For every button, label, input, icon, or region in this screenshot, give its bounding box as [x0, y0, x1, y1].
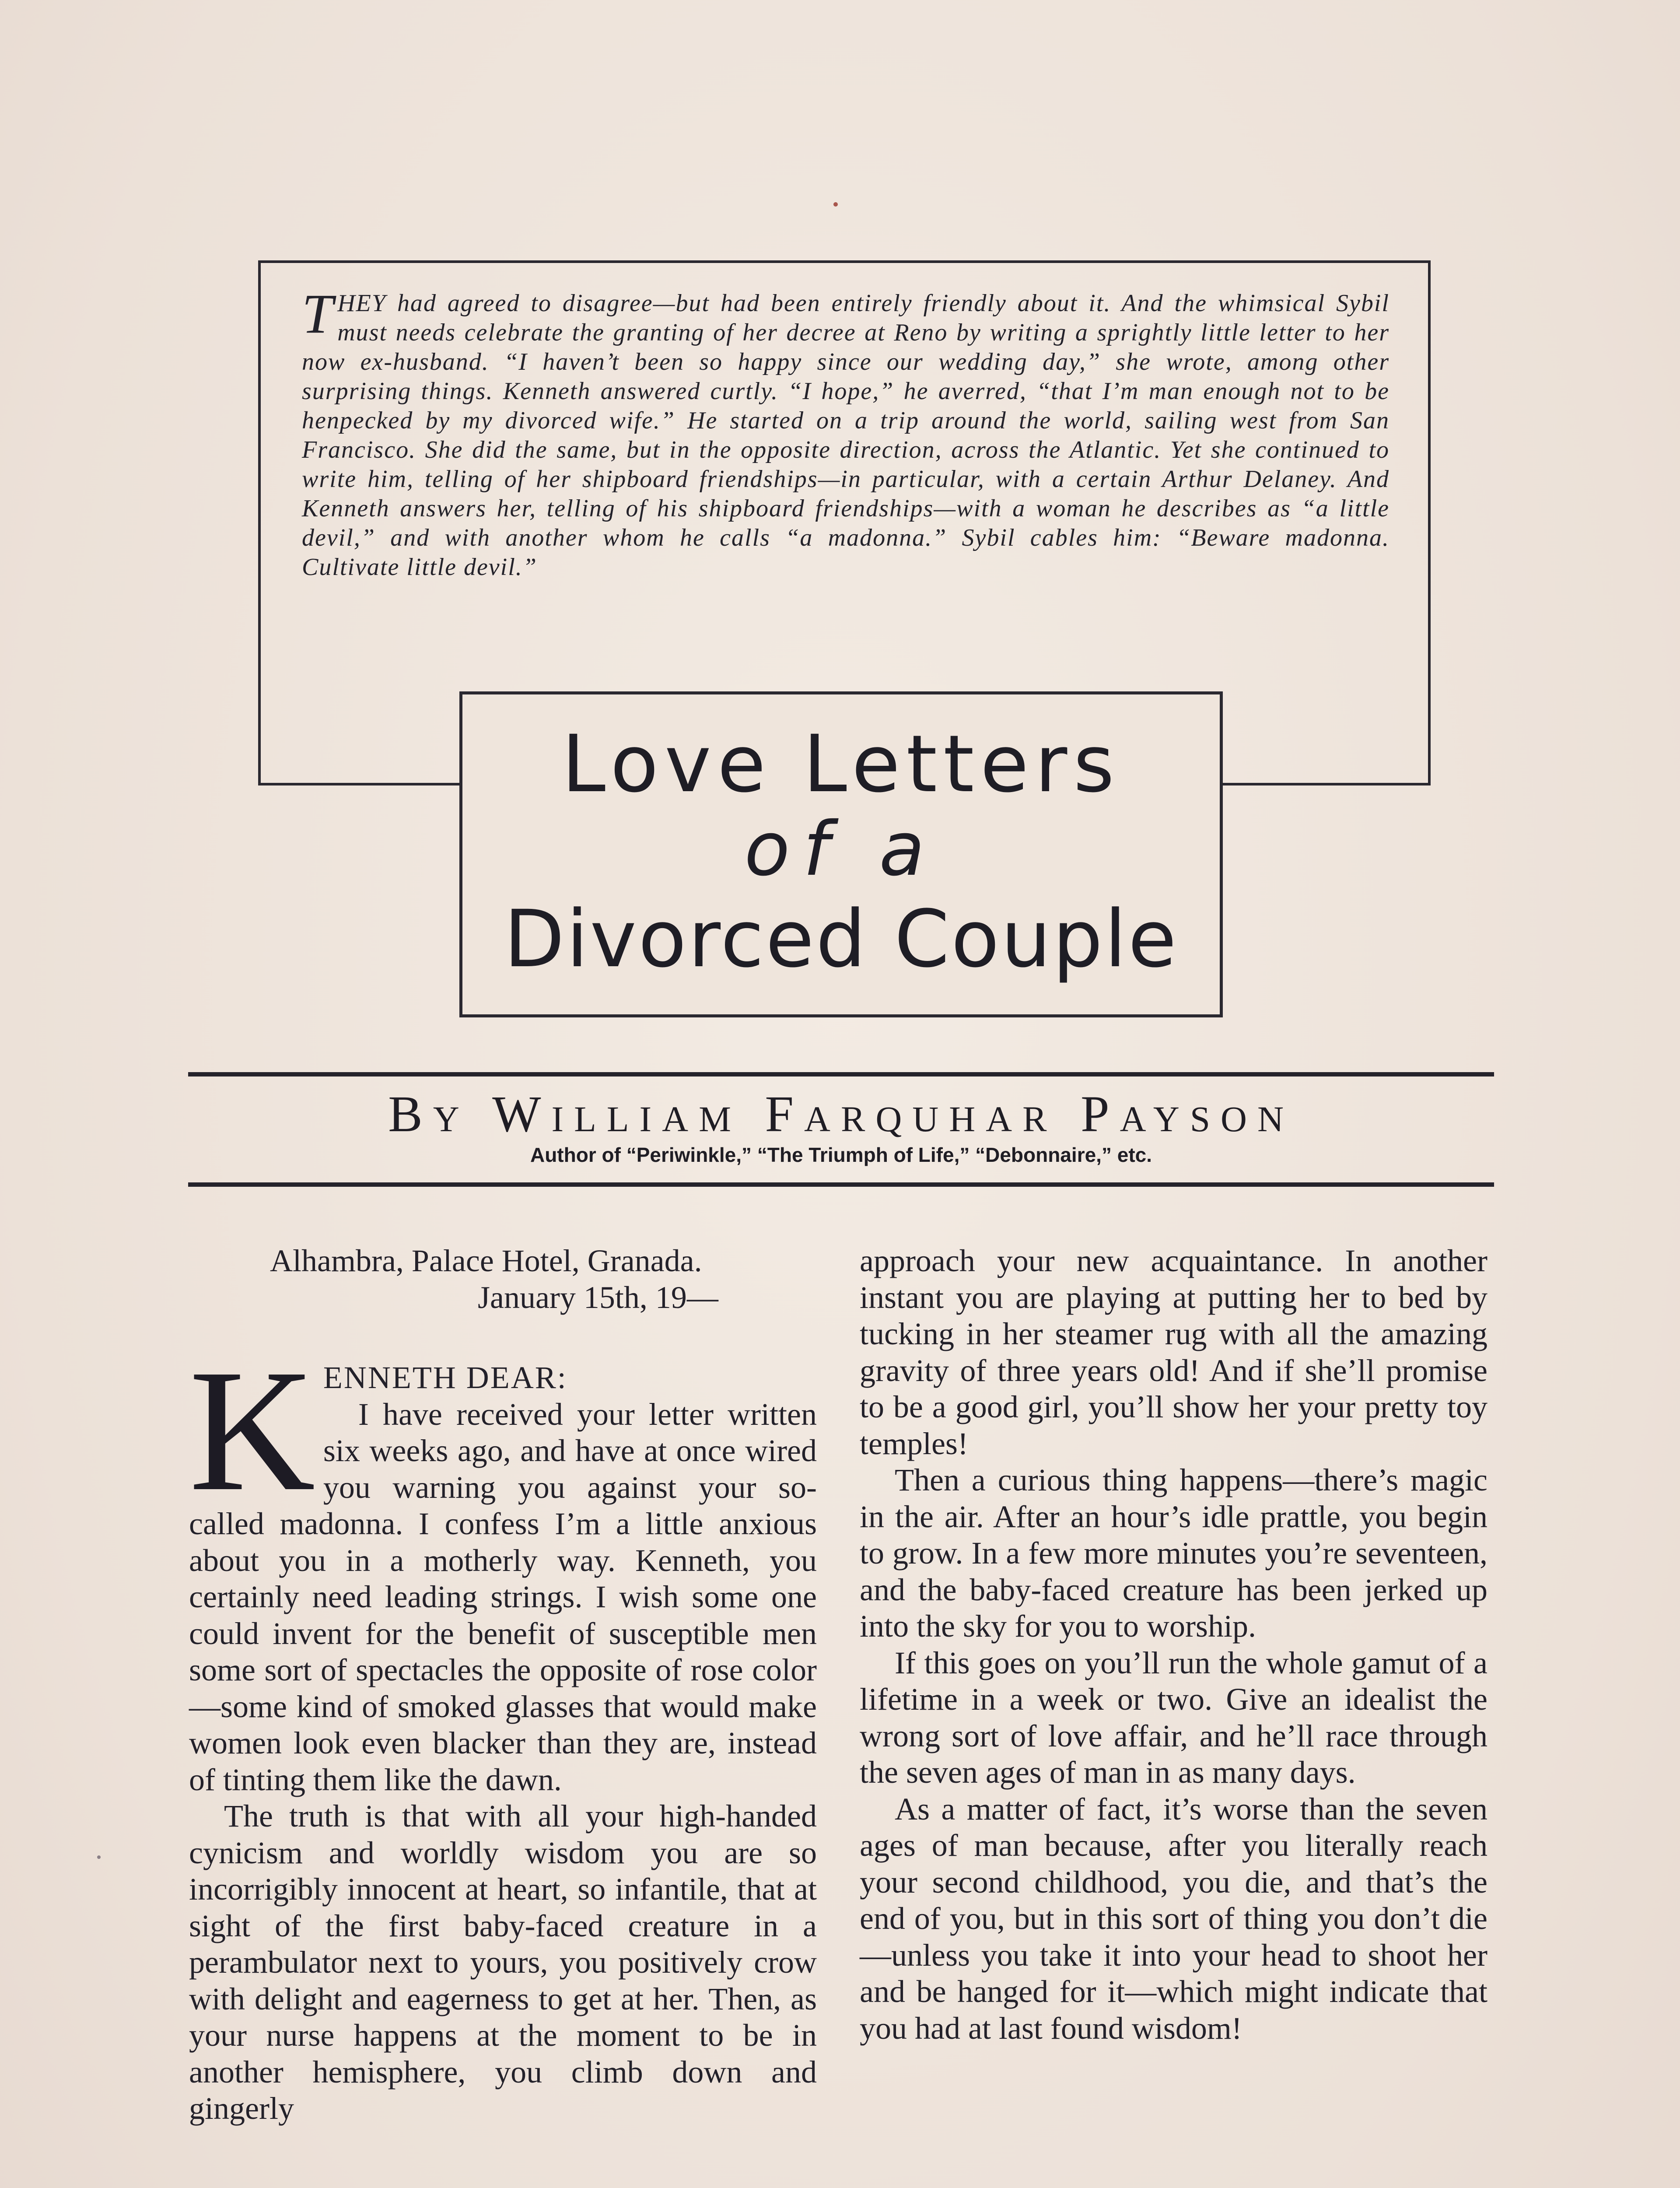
letter-opening — [189, 1333, 817, 2127]
body-paragraph: If this goes on you’ll run the whole gamut of a lifetime in a week or two. Give an idealist the wrong sort of love affair, and he’ll race through the seven ages of man in as many days. — [860, 1645, 1488, 1790]
title-line-2: of a — [744, 806, 938, 893]
paper-speck — [97, 1855, 101, 1859]
body-paragraph: Then a curious thing happens—there’s magic in the air. After an hour’s idle prattle, you begin to grow. In a few more minutes you’re seventeen, and the baby-faced creature has been jerked up into the sky for you to worship. — [860, 1462, 1488, 1644]
paper-speck — [833, 202, 838, 207]
dateline — [189, 1243, 817, 1316]
byline-rule-bottom — [188, 1182, 1494, 1187]
body-paragraph: The truth is that with all your high-handed cynicism and worldly wisdom you are so incorrigibly innocent at heart, so infantile, that at sight of the first baby-faced creature in a perambulator next to yours, you positively crow with delight and eagerness to get at her. Then, as your nurse happens at the moment to be in another hemisphere, you climb down and gingerly — [189, 1799, 817, 2126]
synopsis-text — [302, 283, 1390, 582]
title-line-3: Divorced Couple — [504, 894, 1179, 985]
byline-rule-top — [188, 1072, 1494, 1076]
body-paragraph: approach your new acquaintance. In another instant you are playing at putting her to bed by tucking in her steamer rug with all the amazing gravity of three years old! And if she’ll promise to be a good girl, you’ll show her your pretty toy temples! — [860, 1243, 1488, 1461]
title-line-1: Love Letters — [561, 719, 1121, 810]
dateline-place: Alhambra, Palace Hotel, Granada. — [270, 1243, 702, 1278]
title-box — [459, 691, 1223, 1017]
synopsis-dropcap: T — [302, 283, 334, 345]
body-paragraph: As a matter of fact, it’s worse than the seven ages of man because, after you literally reach your second childhood, you die, and that’s the end of you, but in this sort of thing you don’t die—unless you take it into your head to shoot her and be hanged for it—which might indicate that you had at last found wisdom! — [860, 1791, 1488, 2046]
author-credits: Author of “Periwinkle,” “The Triumph of Life,” “Debonnaire,” etc. — [530, 1143, 1152, 1166]
salutation: ENNETH DEAR: — [323, 1360, 567, 1395]
right-column — [860, 1243, 1488, 2047]
left-column — [189, 1243, 817, 2127]
letter-initial: K — [189, 1333, 315, 1527]
author-byline: By William Farquhar Payson — [388, 1085, 1294, 1143]
body-paragraph: I have received your letter written six weeks ago, and have at once wired you warning you against your so-called madonna. I confess I’m a little anxious about you in a motherly way. Kenneth, you certainly need leading strings. I wish some one could invent for the benefit of susceptible men some sort of spectacles the opposite of rose color—some kind of smoked glasses that would make women look even blacker than they are, instead of tinting them like the dawn. — [189, 1396, 817, 1797]
dateline-date: January 15th, 19— — [478, 1280, 718, 1315]
synopsis-body: HEY had agreed to disagree—but had been entirely friendly about it. And the whimsical Sybil must needs celebrate the granting of her decree at Reno by writing a sprightly little letter to her now ex-husband. “I haven’t been so happy since our wedding day,” she wrote, among other surprising things. Kenneth answered curtly. “I hope,” he averred, “that I’m man enough not to be henpecked by my divorced wife.” He started on a trip around the world, sailing west from San Francisco. She did the same, but in the opposite direction, across the Atlantic. Yet she continued to write him, telling of her shipboard friendships—in particular, with a certain Arthur Delaney. And Kenneth answers her, telling of his shipboard friendships—with a woman he describes as “a little devil,” and with another whom he calls “a madonna.” Sybil cables him: “Beware madonna. Cultivate little devil.” — [302, 290, 1390, 581]
